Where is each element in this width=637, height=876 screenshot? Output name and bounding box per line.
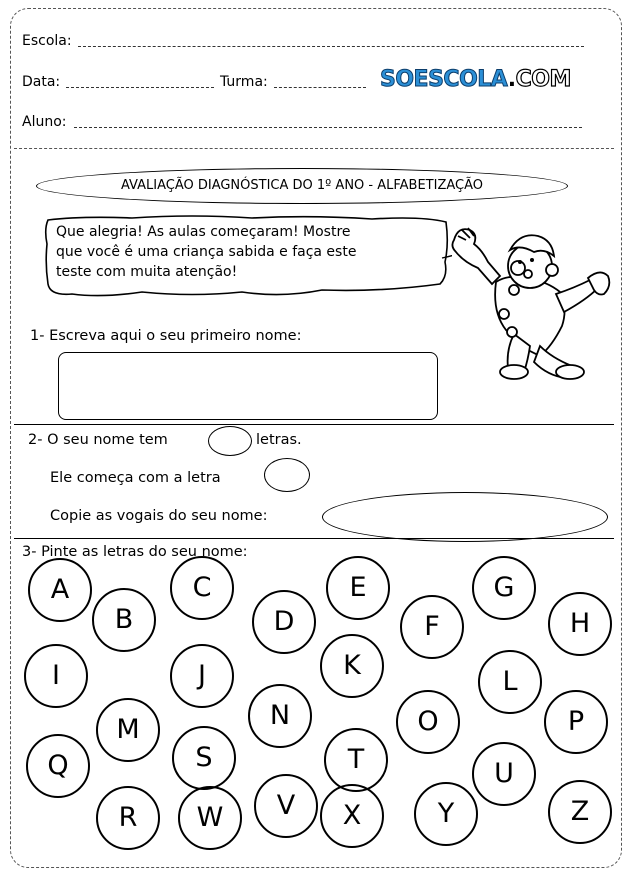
letter-circle[interactable]: Q xyxy=(26,734,90,798)
aluno-field[interactable] xyxy=(74,127,582,128)
question-2-line3: Copie as vogais do seu nome: xyxy=(50,508,268,524)
letter-circle[interactable]: E xyxy=(326,556,390,620)
question-2-part2: letras. xyxy=(256,432,302,448)
escola-field[interactable] xyxy=(78,46,584,47)
first-letter-circle[interactable] xyxy=(264,458,310,492)
letter-circle[interactable]: R xyxy=(96,786,160,850)
letter-circle[interactable]: Z xyxy=(548,780,612,844)
question-1: 1- Escreva aqui o seu primeiro nome: xyxy=(30,328,302,344)
data-field[interactable] xyxy=(66,87,214,88)
letter-circle[interactable]: N xyxy=(248,684,312,748)
soescola-logo xyxy=(380,67,571,92)
letter-circle[interactable]: I xyxy=(24,644,88,708)
aluno-label: Aluno: xyxy=(22,114,67,130)
clown-illustration xyxy=(448,222,613,382)
turma-label: Turma: xyxy=(220,74,268,90)
turma-field[interactable] xyxy=(274,87,366,88)
letter-circle[interactable]: T xyxy=(324,728,388,792)
first-name-box[interactable] xyxy=(58,352,438,420)
letter-circle[interactable]: V xyxy=(254,774,318,838)
question-3: 3- Pinte as letras do seu nome: xyxy=(22,544,248,560)
letter-circle[interactable]: P xyxy=(544,690,608,754)
separator-2 xyxy=(14,538,614,539)
letter-circle[interactable]: O xyxy=(396,690,460,754)
question-2-part1: 2- O seu nome tem xyxy=(28,432,168,448)
letter-circle[interactable]: U xyxy=(472,742,536,806)
letter-circle[interactable]: D xyxy=(252,590,316,654)
letter-circle[interactable]: B xyxy=(92,588,156,652)
vowels-oval[interactable] xyxy=(322,492,608,542)
data-label: Data: xyxy=(22,74,61,90)
letter-circle[interactable]: G xyxy=(472,556,536,620)
logo-main: SOESCOLA xyxy=(380,67,508,92)
escola-label: Escola: xyxy=(22,33,72,49)
letter-circle[interactable]: S xyxy=(172,726,236,790)
separator-1 xyxy=(14,424,614,425)
logo-com: COM xyxy=(515,67,571,92)
letter-circle[interactable]: X xyxy=(320,784,384,848)
question-2-line2: Ele começa com a letra xyxy=(50,470,221,486)
letter-circle[interactable]: K xyxy=(320,634,384,698)
letter-circle[interactable]: M xyxy=(96,698,160,762)
letter-circle[interactable]: H xyxy=(548,592,612,656)
letter-count-circle[interactable] xyxy=(208,426,252,456)
letter-circle[interactable]: L xyxy=(478,650,542,714)
logo-dot: . xyxy=(507,67,516,92)
letter-circle[interactable]: W xyxy=(178,786,242,850)
letter-circle[interactable]: Y xyxy=(414,782,478,846)
letter-circle[interactable]: J xyxy=(170,644,234,708)
letter-circle[interactable]: C xyxy=(170,556,234,620)
bubble-text: Que alegria! As aulas começaram! Mostre que você é uma criança sabida e faça este teste com muita atenção! xyxy=(56,224,357,280)
letter-circle[interactable]: A xyxy=(28,558,92,622)
letter-circle[interactable]: F xyxy=(400,595,464,659)
header-separator xyxy=(14,148,614,149)
page-title: AVALIAÇÃO DIAGNÓSTICA DO 1º ANO - ALFABETIZAÇÃO xyxy=(36,168,568,204)
